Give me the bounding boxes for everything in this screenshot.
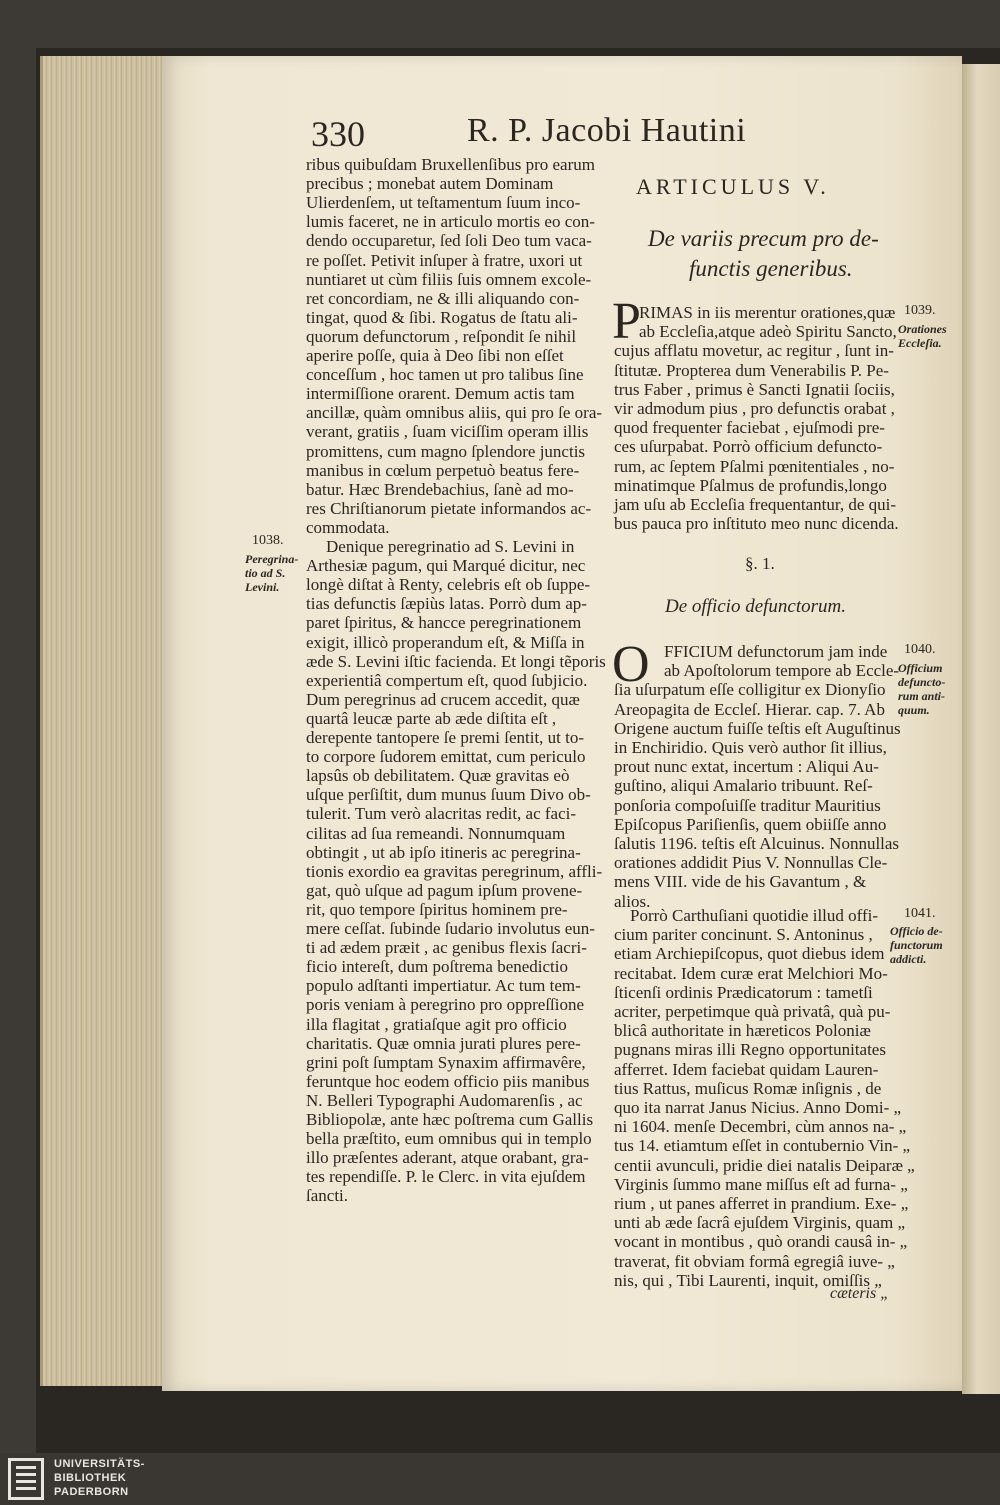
left-col-line: lapsûs ob debilitatem. Quæ gravitas eò (306, 766, 570, 786)
left-col-line: rit, quo tempore ſpiritus hominem pre- (306, 899, 568, 919)
footer-band (0, 1453, 1000, 1505)
note1-line: Orationes (898, 322, 947, 336)
para2-line: ponſoria compoſuiſſe traditur Mauritius (614, 795, 881, 815)
para1-line: ab Eccleſia,atque adeò Spiritu Sancto, (639, 322, 897, 342)
logo-line-1: UNIVERSITÄTS- (54, 1458, 145, 1470)
para2-line: ſalutis 1196. teſtis eſt Alcuinus. Nonnullas (614, 834, 900, 853)
left-col-line: illa flagitat , gratiaſque agit pro officio (306, 1014, 567, 1034)
margin-note-1039 (898, 322, 947, 350)
para3-line: Virginis ſummo mane miſſus eſt ad furna- „ (614, 1174, 908, 1194)
para3-line: quo ita narrat Janus Nicius. Anno Domi- „ (614, 1098, 902, 1117)
para3-line: blicâ authoritate in hæreticos Poloniæ (614, 1021, 871, 1041)
para2-line: in Enchiridio. Quis verò author ſit illius, (614, 738, 887, 757)
para3-line: etiam Archiepiſcopus, quot diebus idem (614, 944, 885, 964)
left-col-line: nuntiaret ut cùm filiis ſuis omnem excole- (306, 269, 592, 289)
note2-line: rum anti- (898, 689, 946, 703)
left-col-line: manibus in cœlum perpetuò beatus fere- (306, 460, 580, 480)
para3-line: pugnans miras illi Regno opportunitates (614, 1040, 886, 1060)
para3-line: afferret. Idem faciebat quidam Lauren- (614, 1059, 879, 1079)
para2-line: Origene auctum fuiſſe teſtis eſt Auguſtinus (614, 718, 901, 738)
left-col-line: aperire poſſe, quia à Deo ſibi non eſſet (306, 346, 564, 365)
note2-line: quum. (898, 703, 930, 717)
left-note-line: Peregrina- (245, 552, 299, 566)
margin-number-1041: 1041. (904, 906, 936, 921)
dropcap-o: O (612, 636, 650, 693)
margin-number-1039: 1039. (904, 303, 936, 318)
left-col-line: dendo occuparetur, ſed ſoli Deo tum vaca- (306, 231, 592, 251)
library-logo-icon (8, 1458, 44, 1500)
left-col-line: ancillæ, quàm omnibus aliis, qui pro ſe ora- (306, 403, 603, 423)
left-col-line: poris veniam à peregrino pro oppreſſione (306, 995, 585, 1015)
para2-line: guſtino, aliqui Amalario tribuunt. Reſ- (614, 776, 873, 796)
para1-line: trus Faber , primus è Sancti Ignatii ſociis, (614, 379, 895, 399)
left-col-line: mere ceſſat. ſubinde ſudario involutus eun- (306, 919, 595, 938)
page-number: 330 (311, 114, 365, 154)
left-col-line: tes rependiſſe. P. le Clerc. in vita ejuſdem (306, 1167, 586, 1187)
para2-line: mens VIII. vide de his Gavantum , & (614, 872, 867, 892)
para1-line: rum, ac ſeptem Pſalmi pœnitentiales , no- (614, 456, 895, 476)
left-col-line: feruntque hoc eodem officio piis manibus (306, 1071, 590, 1091)
para3-line: recitabat. Idem curæ erat Melchiori Mo- (614, 963, 888, 983)
left-col-line: obtingit , ut ab ipſo itineris ac peregrina- (306, 842, 581, 862)
left-col-line: precibus ; monebat autem Dominam (306, 174, 554, 194)
left-col-line: charitatis. Quæ omnia jurati plures pere- (306, 1033, 581, 1053)
left-col-line: intermiſſione orarent. Demum actis tam (306, 384, 575, 404)
dropcap-p: P (612, 293, 641, 350)
para3-line: tus 14. etiamtum eſſet in contubernio Vin- „ (614, 1136, 911, 1156)
para1-line: cujus afflatu movetur, ac regitur , ſunt in- (614, 341, 894, 361)
left-col-line: ribus quibuſdam Bruxellenſibus pro earum (306, 155, 595, 174)
para1-line: minatimque Pſalmus de profundis,longo (614, 475, 887, 495)
left-col-line: derepente tantopere ſe premi ſentit, ut to- (306, 728, 585, 747)
para2-line: prout nunc extat, incertum : Aliqui Au- (614, 757, 879, 777)
left-col-line: verant, gratiis , ſuam viciſſim operam illis (306, 422, 589, 442)
para1-line: ces uſurpabat. Porrò officium defuncto- (614, 437, 883, 457)
left-col-line: lumis faceret, ne in articulo mortis eo con- (306, 212, 595, 232)
note3-line: functorum (890, 938, 943, 952)
page-edges (40, 56, 165, 1386)
left-col-line: Denique peregrinatio ad S. Levini in (326, 537, 575, 556)
note2-line: defuncto- (898, 675, 946, 689)
para3-line: ſticenſi ordinis Prædicatorum : tametſi (614, 982, 873, 1002)
left-col-line: to corpore ſudorem emittat, cum periculo (306, 747, 586, 767)
catchword: cæteris „ (830, 1285, 890, 1302)
para1-line: ſtitutæ. Propterea dum Venerabilis P. Pe- (614, 360, 889, 380)
left-col-line: N. Belleri Typographi Audomarenſis , ac (306, 1090, 583, 1110)
logo-line-2: BIBLIOTHEK (54, 1472, 127, 1484)
margin-number-1038: 1038. (252, 533, 284, 548)
note2-line: Officium (898, 661, 943, 675)
para3-line: tius Rattus, muſicus Romæ inſignis , de (614, 1078, 882, 1098)
para1-line: bus pauca pro inſtituto meo nunc dicenda. (614, 514, 899, 534)
para2-line: ſia uſurpatum eſſe colligitur ex Dionyſio (614, 680, 886, 700)
logo-line-3: PADERBORN (54, 1486, 129, 1498)
left-col-line: populo adſtanti impertiatur. Ac tum tem- (306, 976, 581, 996)
left-col-line: tingat, quod & ſibi. Rogatus de ſtatu ali- (306, 307, 578, 327)
left-col-line: ficio intereſt, dum poſtrema benedictio (306, 957, 568, 977)
para2-line: Areopagita de Eccleſ. Hierar. cap. 7. Ab (614, 699, 885, 719)
left-col-line: promittens, cum magno ſplendore junctis (306, 441, 586, 461)
left-col-line: æde S. Levini iſtic facienda. Et longi tẽporis (306, 651, 606, 671)
left-col-line: tulerit. Tum verò alacritas redit, ac faci- (306, 804, 577, 824)
para3-line: Porrò Carthuſiani quotidie illud offi- (630, 906, 879, 925)
note3-line: addicti. (890, 952, 927, 966)
para2-line: orationes addidit Pius V. Nonnullas Cle- (614, 853, 888, 873)
left-col-line: re poſſet. Petivit inſuper à fratre, uxori ut (306, 250, 583, 270)
para3-line: cium pariter concinunt. S. Antoninus , (614, 925, 873, 945)
article-subtitle-line-2: functis generibus. (689, 256, 853, 281)
para1-line: RIMAS in iis merentur orationes,quæ (639, 303, 896, 322)
left-col-line: conceſſum , hoc tamen ut pro talibus ſine (306, 365, 584, 385)
left-col-line: Ulierdenſem, ut teſtamentum ſuum inco- (306, 193, 581, 213)
note1-line: Eccleſia. (898, 336, 942, 350)
left-col-line: cilitas ad ſua remeandi. Nonnumquam (306, 823, 566, 843)
left-col-line: ret concordiam, ne & illi aliquando con- (306, 288, 580, 308)
para3-line: unti ab æde ſacrâ ejuſdem Virginis, quam „ (614, 1213, 906, 1233)
left-col-line: ſancti. (306, 1186, 349, 1206)
left-note-line: Levini. (245, 580, 280, 594)
left-col-line: tionis exordio ea gravitas peregrinum, affli- (306, 861, 603, 881)
section-title: De officio defunctorum. (665, 596, 846, 617)
para1-line: jam uſu ab Eccleſia frequentantur, de qui- (614, 495, 897, 514)
margin-number-1040: 1040. (904, 642, 936, 657)
left-col-line: grini poſt ſumptam Synaxim affirmavêre, (306, 1052, 586, 1072)
para1-line: quod frequenter faciebat , ejuſmodi pre- (614, 418, 885, 438)
facing-page-edge (962, 64, 1000, 1394)
para3-line: acriter, perpetimque quà privatâ, quà pu- (614, 1002, 891, 1021)
left-col-line: quorum defunctorum , reſpondit ſe nihil (306, 326, 577, 346)
para3-line: centii avunculi, pridie diei natalis Deiparæ „ (614, 1155, 915, 1175)
left-col-line: batur. Hæc Brendebachius, ſanè ad mo- (306, 479, 574, 499)
article-subtitle-line-1: De variis precum pro de- (648, 226, 879, 251)
left-col-line: tias defunctis ſæpiùs latas. Porrò dum ap- (306, 594, 587, 614)
section-mark: §. 1. (745, 554, 775, 573)
left-col-line: gat, quò uſque ad pagum ipſum provene- (306, 880, 583, 900)
left-col-line: quartâ leucæ parte ab æde diſtita eſt , (306, 708, 557, 728)
para2-line: ab Apoſtolorum tempore ab Eccle- (664, 661, 900, 681)
para3-line: vocant in montibus , quò orandi causâ in- „ (614, 1232, 908, 1252)
left-col-line: experientiâ compertum eſt, quod ſubjicio. (306, 670, 588, 690)
para2-line: Epiſcopus Pariſienſis, quem obiiſſe anno (614, 814, 887, 834)
running-head: R. P. Jacobi Hautini (467, 112, 747, 149)
margin-note-1040 (898, 661, 945, 717)
para3-line: rium , ut panes afferret in prandium. Exe- „ (614, 1194, 909, 1213)
para3-line: ni 1604. menſe Decembri, cùm annos na- „ (614, 1117, 907, 1137)
left-col-line: exigit, illicò properandum eſt, & Miſſa in (306, 632, 585, 652)
left-col-line: commodata. (306, 517, 390, 537)
para2-line: alios. (614, 891, 651, 911)
left-col-line: Bibliopolæ, ante hæc poſtrema cum Gallis (306, 1110, 594, 1129)
margin-note-left (245, 552, 298, 594)
left-col-line: Arthesiæ pagum, qui Marqué dicitur, nec (306, 556, 586, 576)
left-col-line: ti ad ædem præit , ac genibus flexis ſacri- (306, 938, 587, 958)
left-col-line: res Chriſtianorum pietate informandos ac- (306, 498, 592, 518)
article-title: ARTICULUS V. (636, 174, 830, 199)
left-col-line: illo præſentes aderant, atque orabant, gra- (306, 1148, 589, 1168)
left-col-line: uſque perſiſtit, dum munus ſuum Divo ob- (306, 785, 591, 805)
left-col-line: Dum peregrinus ad crucem accedit, quæ (306, 689, 580, 709)
left-col-line: longè diſtat à Renty, celebris eſt ob ſuppe- (306, 575, 591, 595)
margin-note-1041 (890, 924, 943, 966)
para1-line: vir admodum pius , pro defunctis orabat , (614, 399, 895, 418)
left-col-line: bella præſtito, eum omnibus qui in templo (306, 1129, 592, 1149)
note3-line: Officio de- (890, 924, 943, 938)
left-note-line: tio ad S. (245, 566, 286, 580)
left-col-line: paret ſpiritus, & hancce peregrinationem (306, 613, 582, 633)
para2-line: FFICIUM defunctorum jam inde (664, 642, 888, 661)
para3-line: traverat, fit obviam formâ egregiâ iuve- „ (614, 1251, 895, 1271)
para3-line: nis, qui , Tibi Laurenti, inquit, omiſſis „ (614, 1270, 882, 1290)
